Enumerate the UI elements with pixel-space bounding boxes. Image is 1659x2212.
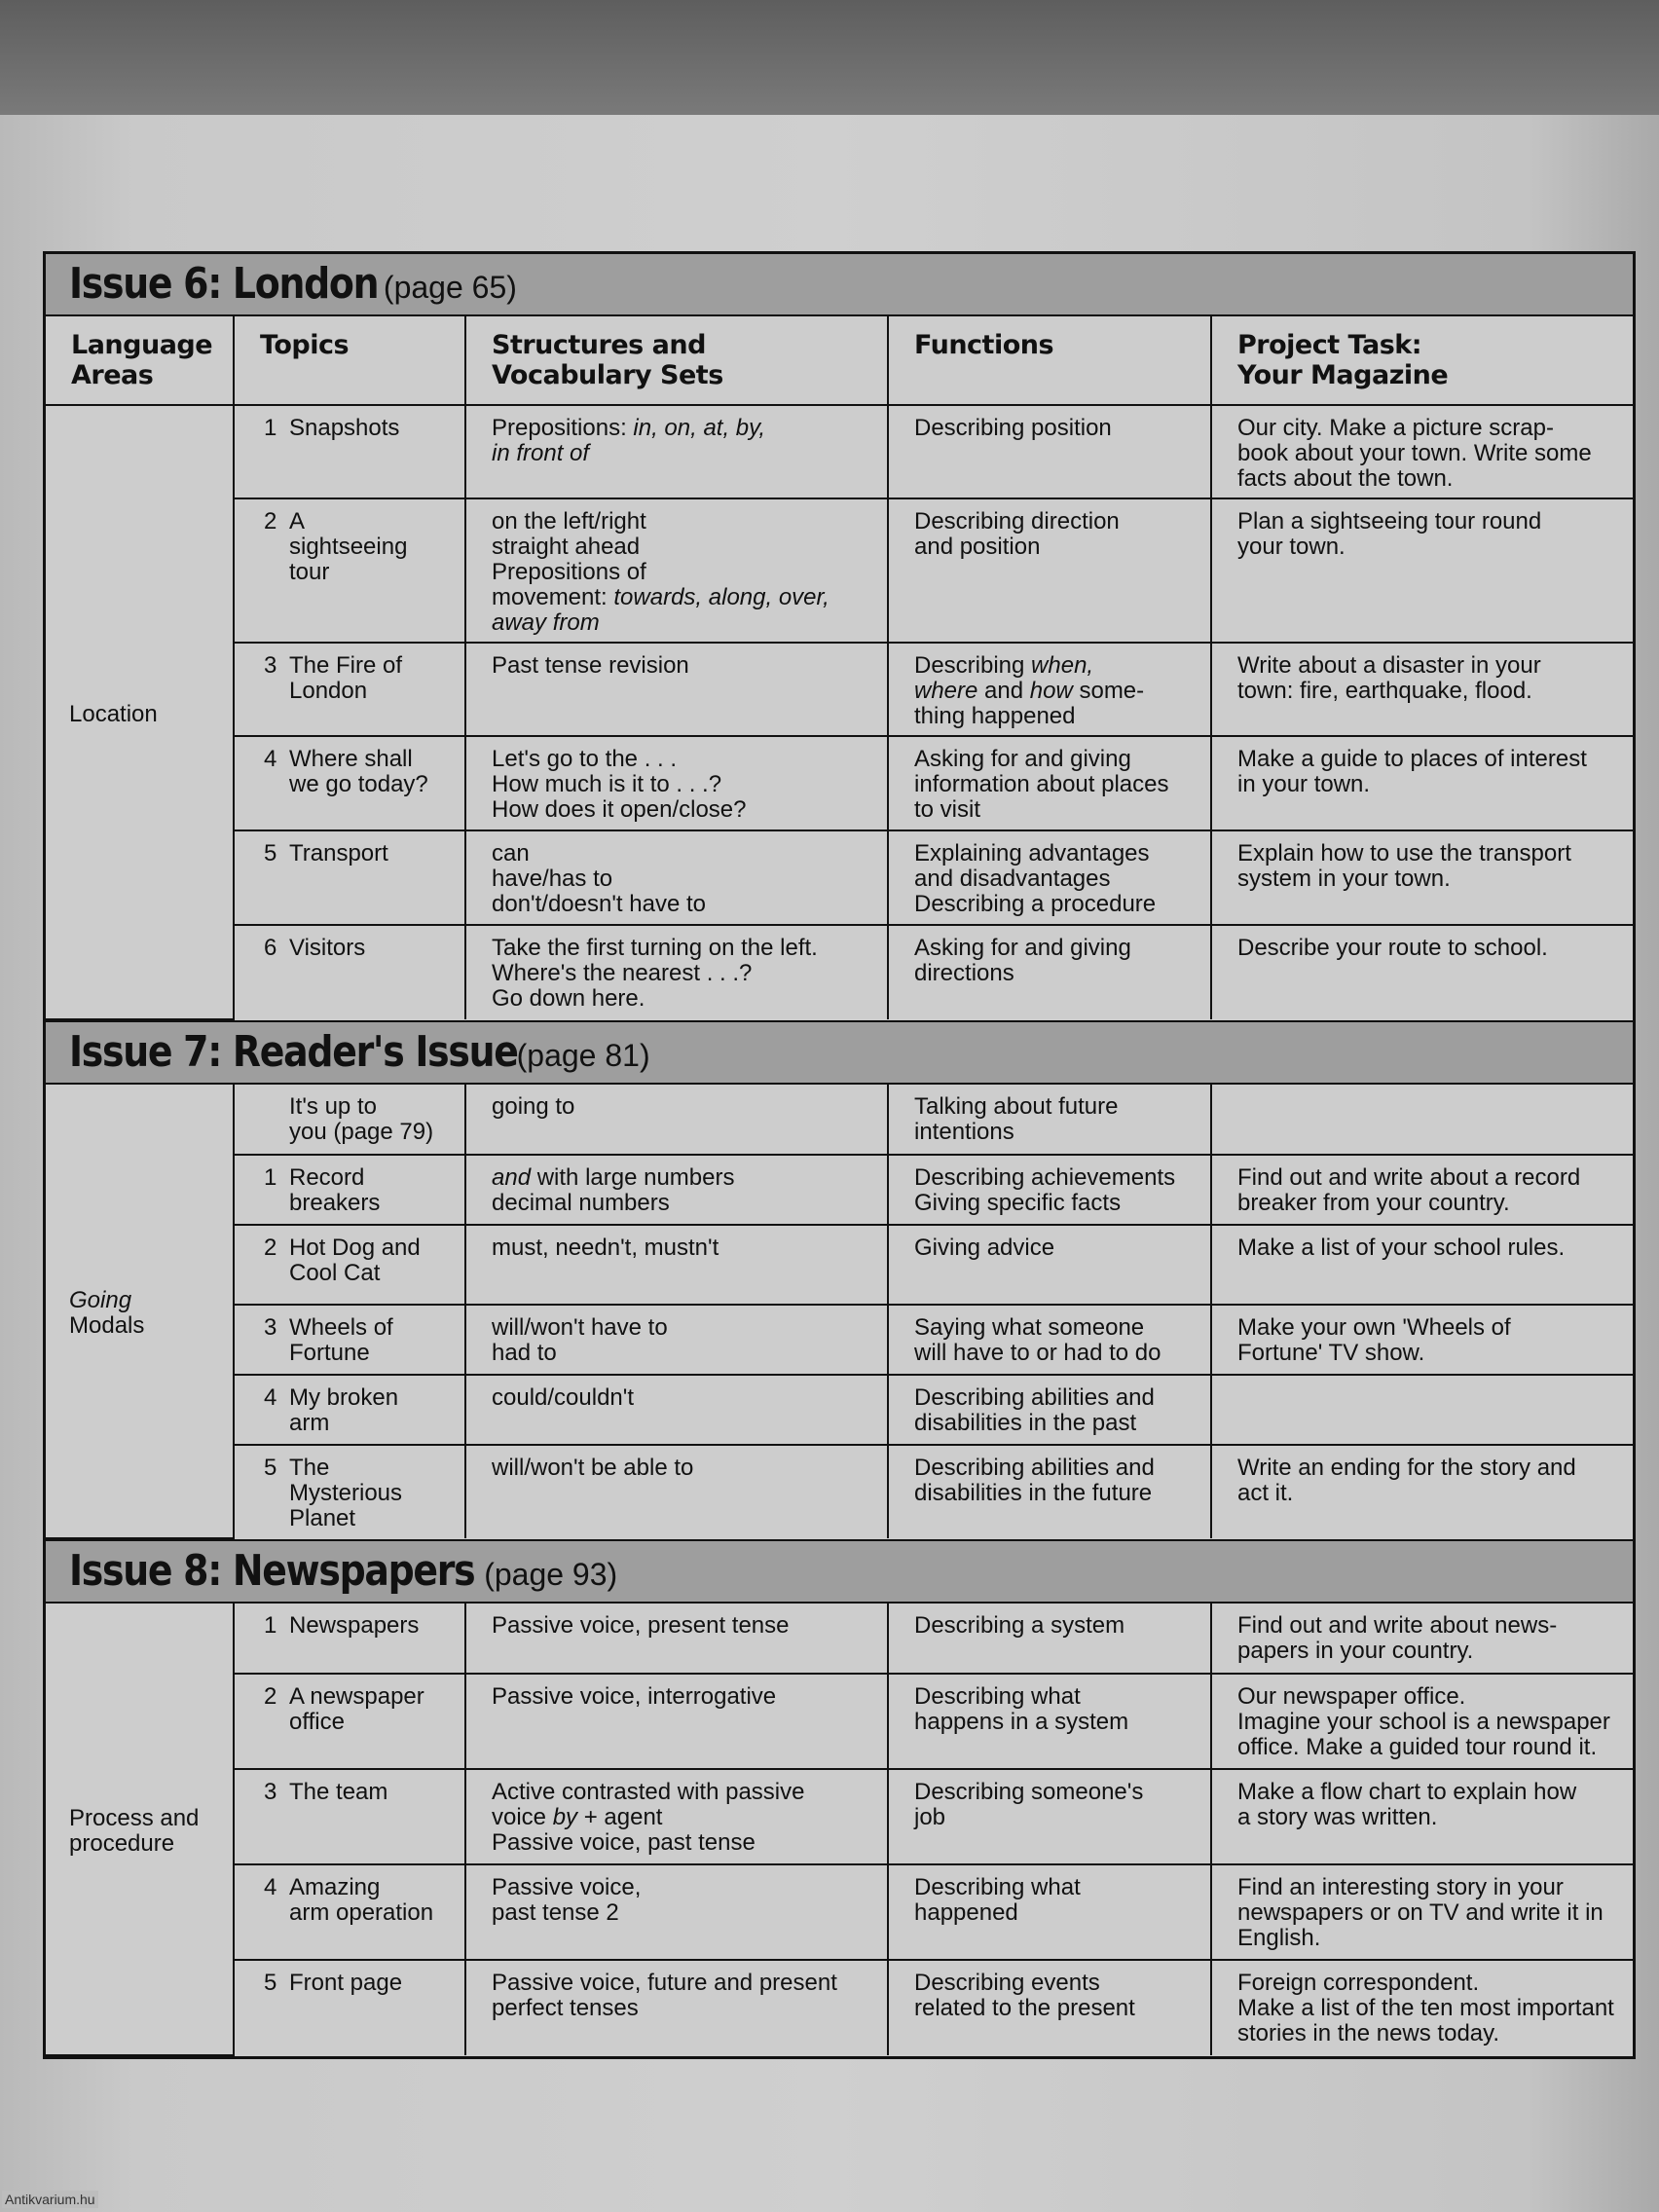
topic-title: Newspapers xyxy=(289,1612,420,1639)
column-header-structures: Structures and Vocabulary Sets xyxy=(465,316,888,405)
structures-cell: Passive voice, future and present perfect tenses xyxy=(465,1960,888,2055)
topic-title: The Mysterious Planet xyxy=(289,1455,403,1531)
topic-title: Wheels of Fortune xyxy=(289,1314,393,1366)
project-task-cell: Find out and write about a record breaker from your country. xyxy=(1211,1155,1633,1225)
functions-cell: Describing abilities and disabilities in the past xyxy=(888,1375,1211,1445)
topic-title: Transport xyxy=(289,840,388,866)
column-header-language-areas: Language Areas xyxy=(46,316,234,405)
topic-number: 5 xyxy=(264,1970,277,1996)
topic-number: 1 xyxy=(264,415,277,441)
language-area-cell: Going Modals xyxy=(46,1085,234,1538)
topic-title: The Fire of London xyxy=(289,652,403,704)
project-task-cell: Find out and write about news- papers in your country. xyxy=(1211,1604,1633,1674)
syllabus-table xyxy=(43,251,1636,2059)
topic-title: A sightseeing tour xyxy=(289,508,408,585)
topic-title: Where shall we go today? xyxy=(289,746,428,797)
structures-cell: on the left/right straight ahead Prepositions of movement: towards, along, over, away from xyxy=(465,498,888,643)
issue-7-table xyxy=(46,1085,1633,1539)
issue-6-header xyxy=(46,254,1633,316)
project-task-cell: Make your own 'Wheels of Fortune' TV show. xyxy=(1211,1305,1633,1375)
table-row xyxy=(46,1155,1633,1225)
table-row xyxy=(46,1445,1633,1538)
topic-number: 2 xyxy=(264,1235,277,1261)
column-header-topics: Topics xyxy=(234,316,465,405)
functions-cell: Describing a system xyxy=(888,1604,1211,1674)
project-task-cell: Write about a disaster in your town: fire, earthquake, flood. xyxy=(1211,643,1633,736)
structures-cell: will/won't be able to xyxy=(465,1445,888,1538)
functions-cell: Giving advice xyxy=(888,1225,1211,1305)
topic-number: 4 xyxy=(264,746,277,772)
table-row xyxy=(46,405,1633,498)
topic-title: A newspaper office xyxy=(289,1683,424,1735)
table-row xyxy=(46,643,1633,736)
functions-cell: Describing direction and position xyxy=(888,498,1211,643)
functions-cell: Talking about future intentions xyxy=(888,1085,1211,1155)
table-row xyxy=(46,1604,1633,1674)
structures-cell: could/couldn't xyxy=(465,1375,888,1445)
structures-cell: Active contrasted with passive voice by + agent Passive voice, past tense xyxy=(465,1769,888,1864)
topic-title: Hot Dog and Cool Cat xyxy=(289,1235,421,1286)
functions-cell: Saying what someone will have to or had to do xyxy=(888,1305,1211,1375)
project-task-cell: Make a guide to places of interest in your town. xyxy=(1211,736,1633,830)
topic-number: 6 xyxy=(264,935,277,961)
topic-number: 4 xyxy=(264,1874,277,1900)
functions-cell: Describing what happened xyxy=(888,1864,1211,1960)
table-row xyxy=(46,1960,1633,2055)
functions-cell: Describing abilities and disabilities in the future xyxy=(888,1445,1211,1538)
issue-page-ref: (page 65) xyxy=(383,270,517,305)
issue-title: Issue 7: Reader's Issue xyxy=(69,1027,518,1077)
table-row xyxy=(46,1864,1633,1960)
column-header-project-task: Project Task: Your Magazine xyxy=(1211,316,1633,405)
project-task-cell xyxy=(1211,1375,1633,1445)
issue-title: Issue 8: Newspapers xyxy=(69,1546,475,1596)
structures-cell: can have/has to don't/doesn't have to xyxy=(465,830,888,925)
topic-number xyxy=(264,1094,289,1145)
issue-page-ref: (page 93) xyxy=(484,1557,618,1592)
watermark-credit: Antikvarium.hu xyxy=(2,2191,98,2208)
topic-number: 3 xyxy=(264,1779,277,1805)
functions-cell: Describing position xyxy=(888,405,1211,498)
table-row xyxy=(46,1225,1633,1305)
structures-cell: Past tense revision xyxy=(465,643,888,736)
project-task-cell: Plan a sightseeing tour round your town. xyxy=(1211,498,1633,643)
project-task-cell: Make a list of your school rules. xyxy=(1211,1225,1633,1305)
table-row xyxy=(46,925,1633,1019)
table-row xyxy=(46,1305,1633,1375)
topic-title: Visitors xyxy=(289,935,366,961)
table-row xyxy=(46,1674,1633,1769)
topic-title: The team xyxy=(289,1779,388,1805)
functions-cell: Describing when, where and how some- thing happened xyxy=(888,643,1211,736)
structures-cell: Passive voice, present tense xyxy=(465,1604,888,1674)
project-task-cell: Explain how to use the transport system in your town. xyxy=(1211,830,1633,925)
structures-cell: Let's go to the . . . How much is it to . . .? How does it open/close? xyxy=(465,736,888,830)
table-row xyxy=(46,498,1633,643)
topic-title: Front page xyxy=(289,1970,403,1996)
background-top xyxy=(0,0,1659,117)
table-row xyxy=(46,736,1633,830)
functions-cell: Describing achievements Giving specific facts xyxy=(888,1155,1211,1225)
project-task-cell: Our city. Make a picture scrap- book about your town. Write some facts about the town. xyxy=(1211,405,1633,498)
project-task-cell: Find an interesting story in your newspapers or on TV and write it in English. xyxy=(1211,1864,1633,1960)
structures-cell: Prepositions: in, on, at, by, in front of xyxy=(465,405,888,498)
table-row xyxy=(46,1085,1633,1155)
functions-cell: Describing events related to the present xyxy=(888,1960,1211,2055)
topic-number: 1 xyxy=(264,1164,277,1191)
functions-cell: Asking for and giving information about places to visit xyxy=(888,736,1211,830)
topic-number: 3 xyxy=(264,1314,277,1341)
topic-title: My broken arm xyxy=(289,1384,399,1436)
structures-cell: Passive voice, interrogative xyxy=(465,1674,888,1769)
topic-number: 3 xyxy=(264,652,277,679)
table-row xyxy=(46,1375,1633,1445)
topic-title: Amazing arm operation xyxy=(289,1874,434,1926)
issue-6-table xyxy=(46,316,1633,1020)
functions-cell: Describing someone's job xyxy=(888,1769,1211,1864)
functions-cell: Explaining advantages and disadvantages Describing a procedure xyxy=(888,830,1211,925)
topic-number: 2 xyxy=(264,1683,277,1710)
topic-title: Record breakers xyxy=(289,1164,381,1216)
project-task-cell: Make a flow chart to explain how a story was written. xyxy=(1211,1769,1633,1864)
topic-number: 2 xyxy=(264,508,277,535)
project-task-cell: Write an ending for the story and act it. xyxy=(1211,1445,1633,1538)
structures-cell: going to xyxy=(465,1085,888,1155)
project-task-cell: Our newspaper office. Imagine your school is a newspaper office. Make a guided tour round it. xyxy=(1211,1674,1633,1769)
table-row xyxy=(46,1769,1633,1864)
project-task-cell xyxy=(1211,1085,1633,1155)
functions-cell: Describing what happens in a system xyxy=(888,1674,1211,1769)
topic-title: It's up to you (page 79) xyxy=(289,1093,434,1145)
structures-cell: will/won't have to had to xyxy=(465,1305,888,1375)
structures-cell: Take the first turning on the left. Where's the nearest . . .? Go down here. xyxy=(465,925,888,1019)
topic-number: 5 xyxy=(264,840,277,866)
functions-cell: Asking for and giving directions xyxy=(888,925,1211,1019)
project-task-cell: Describe your route to school. xyxy=(1211,925,1633,1019)
topic-number: 1 xyxy=(264,1612,277,1639)
structures-cell: and with large numbers decimal numbers xyxy=(465,1155,888,1225)
column-header-functions: Functions xyxy=(888,316,1211,405)
issue-page-ref: (page 81) xyxy=(516,1038,650,1073)
issue-8-table xyxy=(46,1604,1633,2056)
table-row xyxy=(46,830,1633,925)
project-task-cell: Foreign correspondent. Make a list of the ten most important stories in the news today. xyxy=(1211,1960,1633,2055)
issue-title: Issue 6: London xyxy=(69,259,379,309)
language-area-cell: Location xyxy=(46,405,234,1019)
structures-cell: must, needn't, mustn't xyxy=(465,1225,888,1305)
issue-7-header xyxy=(46,1020,1633,1085)
language-area-cell: Process and procedure xyxy=(46,1604,234,2055)
topic-number: 5 xyxy=(264,1455,277,1481)
column-header-row xyxy=(46,316,1633,405)
topic-title: Snapshots xyxy=(289,415,400,441)
topic-number: 4 xyxy=(264,1384,277,1411)
structures-cell: Passive voice, past tense 2 xyxy=(465,1864,888,1960)
issue-8-header xyxy=(46,1539,1633,1604)
